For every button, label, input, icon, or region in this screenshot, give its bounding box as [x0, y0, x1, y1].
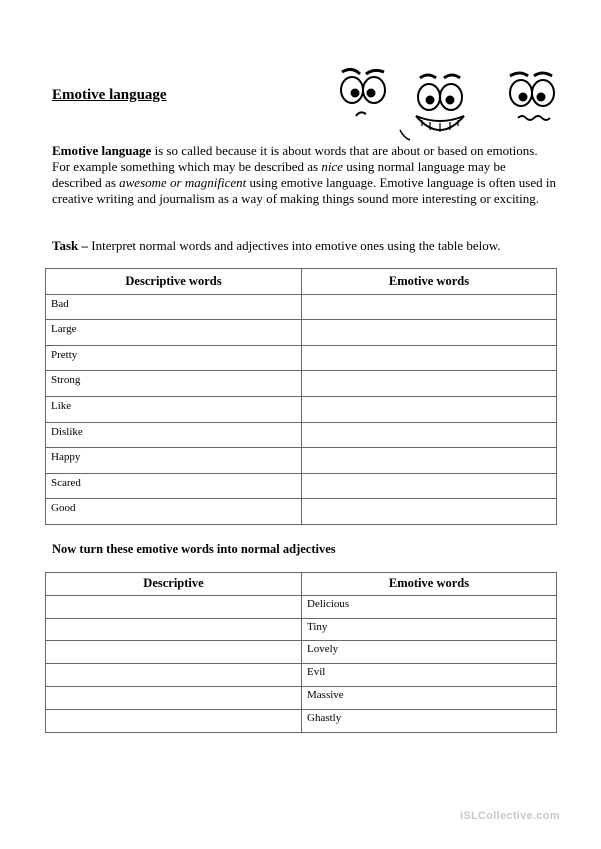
descriptive-word-cell: Strong — [46, 371, 302, 397]
emotive-word-cell: Delicious — [302, 595, 557, 618]
intro-text-3: using emotive language. Emotive language is often used in creative writing and journalism as a way of making things sound more interesting or exciting. — [52, 175, 556, 206]
table-row — [46, 294, 557, 320]
emotive-word-cell: Massive — [302, 686, 557, 709]
table-row — [46, 499, 557, 525]
emotive-to-descriptive-table — [45, 572, 557, 733]
intro-text-2: using normal language may be described as — [52, 159, 506, 190]
table-row — [46, 320, 557, 346]
emotive-word-cell: Evil — [302, 664, 557, 687]
faces-illustration — [330, 64, 575, 144]
table-row — [46, 371, 557, 397]
watermark: iSLCollective.com — [460, 810, 560, 822]
intro-paragraph — [52, 143, 557, 207]
column-header-descriptive: Descriptive — [46, 573, 302, 596]
table-row — [46, 664, 557, 687]
emotive-answer-cell[interactable] — [302, 345, 557, 371]
emotive-answer-cell[interactable] — [302, 499, 557, 525]
emotive-answer-cell[interactable] — [302, 448, 557, 474]
table-header-row — [46, 573, 557, 596]
descriptive-word-cell: Like — [46, 396, 302, 422]
descriptive-word-cell: Large — [46, 320, 302, 346]
table-row — [46, 473, 557, 499]
grinning-face-icon — [400, 75, 464, 140]
task-instruction — [52, 238, 562, 254]
worried-face-icon — [341, 69, 385, 116]
table-row — [46, 448, 557, 474]
page-title: Emotive language — [52, 87, 167, 103]
emotive-word-cell: Ghastly — [302, 709, 557, 732]
descriptive-word-cell: Good — [46, 499, 302, 525]
descriptive-answer-cell[interactable] — [46, 641, 302, 664]
emotive-answer-cell[interactable] — [302, 422, 557, 448]
emotive-answer-cell[interactable] — [302, 320, 557, 346]
emotive-answer-cell[interactable] — [302, 396, 557, 422]
intro-text-1: is so called because it is about words that are about or based on emotions. For example something which may be described as — [52, 143, 538, 174]
table-row — [46, 686, 557, 709]
column-header-emotive: Emotive words — [302, 269, 557, 295]
table-row — [46, 422, 557, 448]
descriptive-answer-cell[interactable] — [46, 595, 302, 618]
emotive-word-cell: Lovely — [302, 641, 557, 664]
table-row — [46, 345, 557, 371]
emotive-answer-cell[interactable] — [302, 294, 557, 320]
descriptive-answer-cell[interactable] — [46, 664, 302, 687]
intro-awesome: awesome or magnificent — [119, 175, 247, 190]
emotive-answer-cell[interactable] — [302, 371, 557, 397]
descriptive-answer-cell[interactable] — [46, 686, 302, 709]
descriptive-word-cell: Pretty — [46, 345, 302, 371]
section-subheading: Now turn these emotive words into normal adjectives — [52, 542, 336, 556]
column-header-emotive: Emotive words — [302, 573, 557, 596]
emotive-word-cell: Tiny — [302, 618, 557, 641]
descriptive-word-cell: Happy — [46, 448, 302, 474]
table-row — [46, 641, 557, 664]
table-row — [46, 618, 557, 641]
descriptive-answer-cell[interactable] — [46, 618, 302, 641]
descriptive-word-cell: Dislike — [46, 422, 302, 448]
task-label: Task – — [52, 238, 89, 253]
descriptive-word-cell: Scared — [46, 473, 302, 499]
descriptive-word-cell: Bad — [46, 294, 302, 320]
intro-nice: nice — [321, 159, 343, 174]
descriptive-to-emotive-table — [45, 268, 557, 525]
emotive-answer-cell[interactable] — [302, 473, 557, 499]
nervous-face-icon — [510, 73, 554, 120]
table-header-row — [46, 269, 557, 295]
intro-term: Emotive language — [52, 143, 152, 158]
column-header-descriptive: Descriptive words — [46, 269, 302, 295]
table-row — [46, 709, 557, 732]
table-row — [46, 396, 557, 422]
table-row — [46, 595, 557, 618]
task-text: Interpret normal words and adjectives into emotive ones using the table below. — [88, 238, 501, 253]
descriptive-answer-cell[interactable] — [46, 709, 302, 732]
